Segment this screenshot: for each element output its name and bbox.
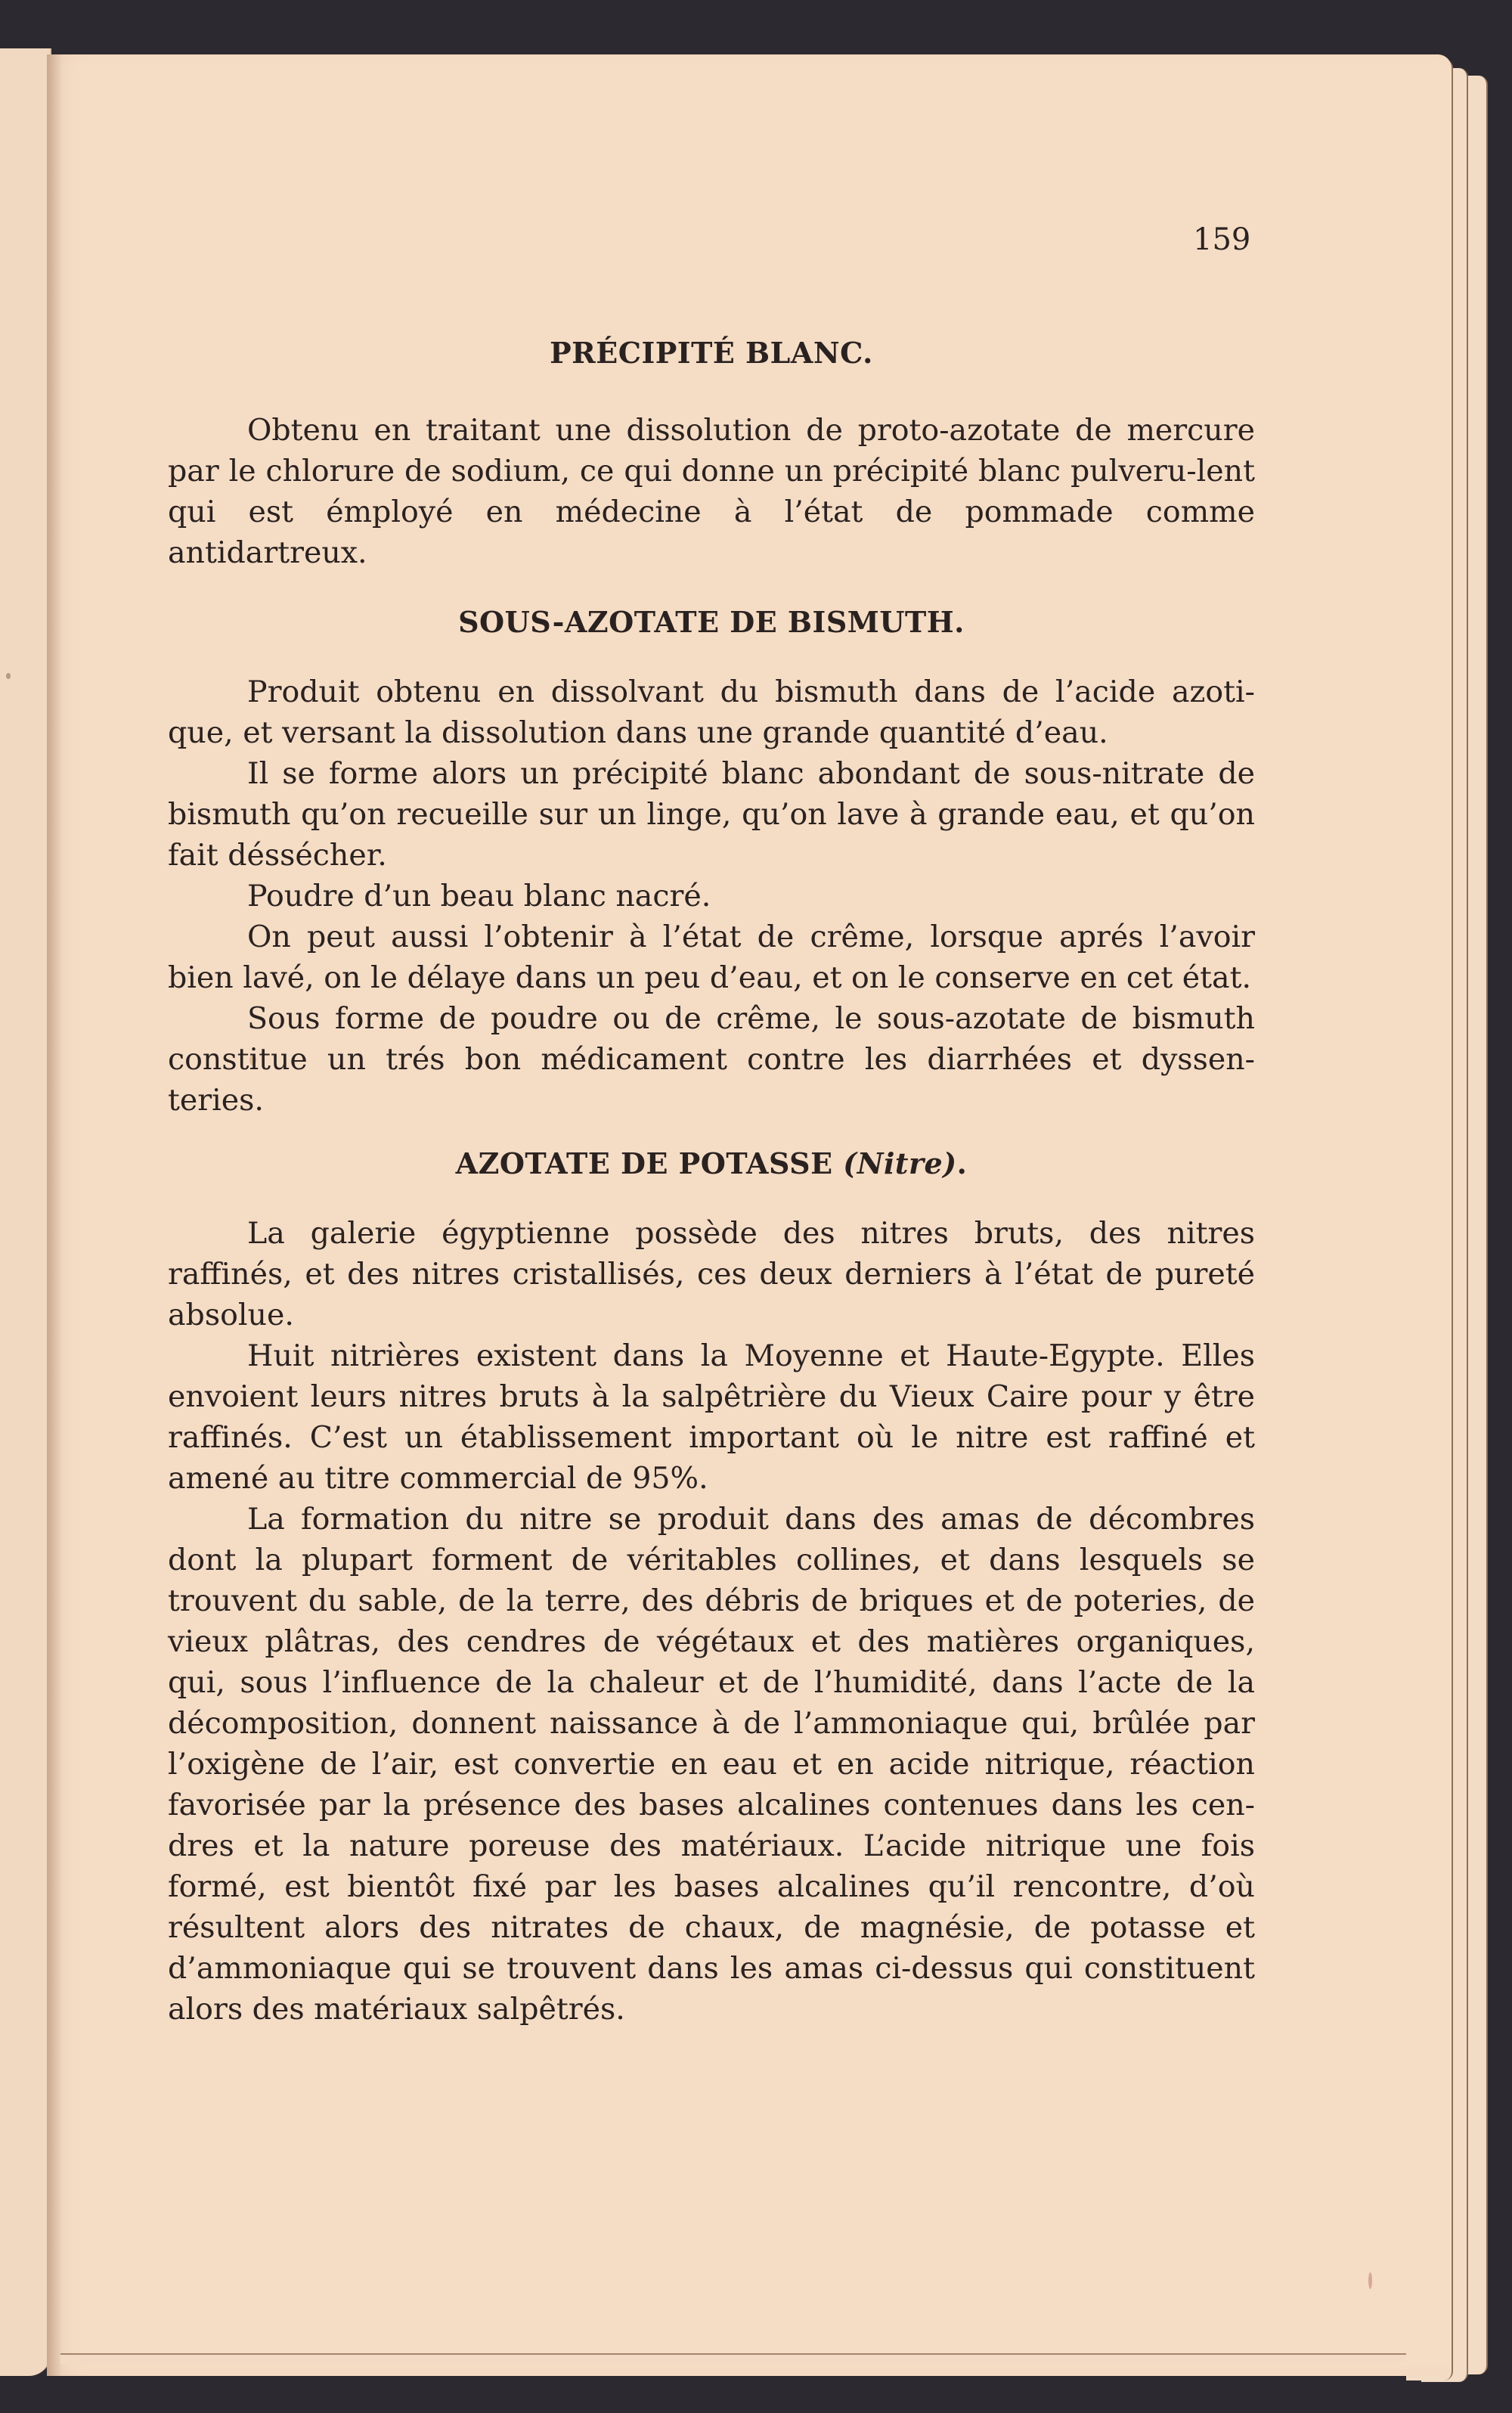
heading-italic-nitre: (Nitre) — [843, 1146, 957, 1180]
section-heading-precipite-blanc: PRÉCIPITÉ BLANC. — [550, 336, 873, 370]
page-gutter-shadow — [47, 54, 62, 2376]
section-heading-azotate-de-potasse — [168, 1143, 1255, 1184]
paragraph: Poudre d’un beau blanc nacré. — [247, 879, 711, 913]
page-number: 159 — [1193, 222, 1251, 257]
heading-text: AZOTATE DE POTASSE — [455, 1146, 833, 1180]
paragraph: Sous forme de poudre ou de crême, le sous-azotate de bismuth constitue un trés bon médicament contre les diarrhées et dyssen-teries. — [168, 1001, 1255, 1118]
heading-period: . — [956, 1146, 968, 1180]
facing-page-edge — [0, 48, 51, 2376]
page-bottom-edge — [60, 2353, 1406, 2364]
section-heading-sous-azotate-de-bismuth: SOUS-AZOTATE DE BISMUTH. — [458, 605, 965, 639]
paragraph: La galerie égyptienne possède des nitres bruts, des nitres raffinés, et des nitres cristallisés, ces deux derniers à l’état de pureté absolue. — [168, 1216, 1255, 1332]
paragraph: On peut aussi l’obtenir à l’état de crême, lorsque aprés l’avoir bien lavé, on le délaye dans un peu d’eau, et on le conserve en cet état. — [168, 920, 1255, 995]
paragraph: La formation du nitre se produit dans des amas de décombres dont la plupart forment de véritables collines, et dans lesquels se trouvent du sable, de la terre, des débris de briques et de poteries, de vieux plâtras, des cendres de végétaux et des matières organiques, qui, sous l’influence de la chaleur et de l’humidité, dans l’acte de la décomposition, donnent naissance à de l’ammoniaque qui, brûlée par l’oxigène de l’air, est convertie en eau et en acide nitrique, réaction favorisée par la présence des bases alcalines contenues dans les cen-dres et la nature poreuse des matériaux. L’acide nitrique une fois formé, est bientôt fixé par les bases alcalines qu’il rencontre, d’où résultent alors des nitrates de chaux, de magnésie, de potasse et d’ammoniaque qui se trouvent dans les amas ci-dessus qui constituent alors des matériaux salpêtrés. — [168, 1502, 1255, 2027]
paragraph: Obtenu en traitant une dissolution de proto-azotate de mercure par le chlorure de sodium, ce qui donne un précipité blanc pulveru-lent qui est émployé en médecine à l’état de pommade comme antidartreux. — [168, 413, 1255, 570]
paper-speck — [6, 673, 11, 679]
paragraph: Il se forme alors un précipité blanc abondant de sous-nitrate de bismuth qu’on recueille sur un linge, qu’on lave à grande eau, et qu’on fait déssécher. — [168, 756, 1255, 873]
paragraph: Huit nitrières existent dans la Moyenne et Haute-Egypte. Elles envoient leurs nitres bruts à la salpêtrière du Vieux Caire pour y être raffinés. C’est un établissement important où le nitre est raffiné et amené au titre commercial de 95%. — [168, 1338, 1255, 1496]
paper-stain — [1368, 2272, 1372, 2289]
paragraph: Produit obtenu en dissolvant du bismuth dans de l’acide azoti-que, et versant la dissolution dans une grande quantité d’eau. — [168, 675, 1255, 750]
page-body — [168, 333, 1255, 2030]
